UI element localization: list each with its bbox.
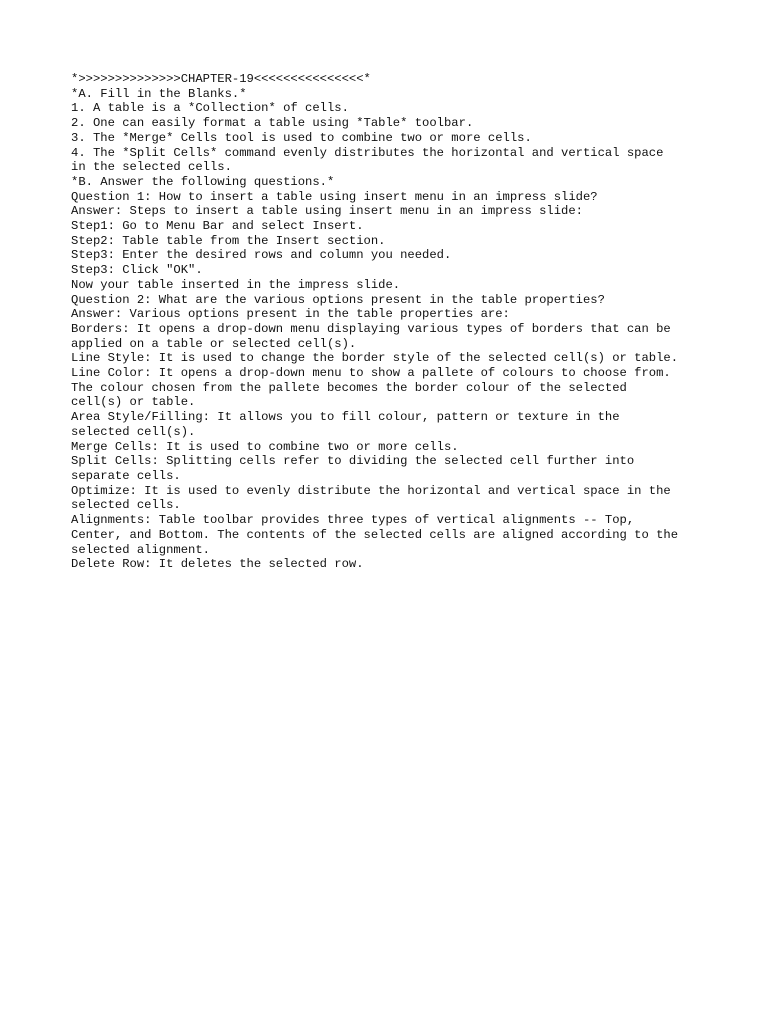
blank-item: 1. A table is a *Collection* of cells. — [71, 101, 349, 116]
answer-step: Step1: Go to Menu Bar and select Insert. — [71, 219, 364, 234]
blank-item: 3. The *Merge* Cells tool is used to combine two or more cells. — [71, 130, 532, 145]
question-2: Question 2: What are the various options present in the table properties? — [71, 292, 605, 307]
option-split-cells-continued: separate cells. — [71, 468, 181, 483]
option-optimize: Optimize: It is used to evenly distribute the horizontal and vertical space in the — [71, 483, 671, 498]
answer-step: Step3: Click "OK". — [71, 263, 203, 278]
answer-2: Answer: Various options present in the table properties are: — [71, 307, 510, 322]
option-area-style: Area Style/Filling: It allows you to fill colour, pattern or texture in the — [71, 410, 620, 425]
option-alignments: Alignments: Table toolbar provides three types of vertical alignments -- Top, — [71, 513, 635, 528]
answer-step: Step3: Enter the desired rows and column you needed. — [71, 248, 452, 263]
answer-1: Answer: Steps to insert a table using insert menu in an impress slide: — [71, 204, 583, 219]
chapter-heading: *>>>>>>>>>>>>>>CHAPTER-19<<<<<<<<<<<<<<<* — [71, 72, 371, 86]
question-1: Question 1: How to insert a table using insert menu in an impress slide? — [71, 189, 598, 204]
option-borders-continued: applied on a table or selected cell(s). — [71, 336, 357, 351]
option-merge-cells: Merge Cells: It is used to combine two or more cells. — [71, 439, 459, 454]
section-a-heading: *A. Fill in the Blanks.* — [71, 86, 247, 101]
option-split-cells: Split Cells: Splitting cells refer to dividing the selected cell further into — [71, 454, 635, 469]
option-optimize-continued: selected cells. — [71, 498, 181, 513]
answer-step: Step2: Table table from the Insert section. — [71, 233, 386, 248]
blank-item: 2. One can easily format a table using *Table* toolbar. — [71, 116, 474, 131]
blank-item: 4. The *Split Cells* command evenly distributes the horizontal and vertical space — [71, 145, 664, 160]
option-borders: Borders: It opens a drop-down menu displaying various types of borders that can be — [71, 321, 671, 336]
option-delete-row: Delete Row: It deletes the selected row. — [71, 557, 364, 572]
option-line-style: Line Style: It is used to change the border style of the selected cell(s) or table. — [71, 351, 679, 366]
option-alignments-continued: selected alignment. — [71, 542, 210, 557]
option-area-style-continued: selected cell(s). — [71, 424, 196, 439]
answer-conclusion: Now your table inserted in the impress slide. — [71, 277, 401, 292]
section-b-heading: *B. Answer the following questions.* — [71, 174, 335, 189]
document-page — [71, 72, 711, 572]
option-line-color-continued: cell(s) or table. — [71, 395, 196, 410]
option-line-color: Line Color: It opens a drop-down menu to show a pallete of colours to choose from. — [71, 366, 671, 381]
blank-item-continued: in the selected cells. — [71, 160, 232, 175]
option-line-color-continued: The colour chosen from the pallete becomes the border colour of the selected — [71, 380, 627, 395]
option-alignments-continued: Center, and Bottom. The contents of the selected cells are aligned according to the — [71, 527, 679, 542]
